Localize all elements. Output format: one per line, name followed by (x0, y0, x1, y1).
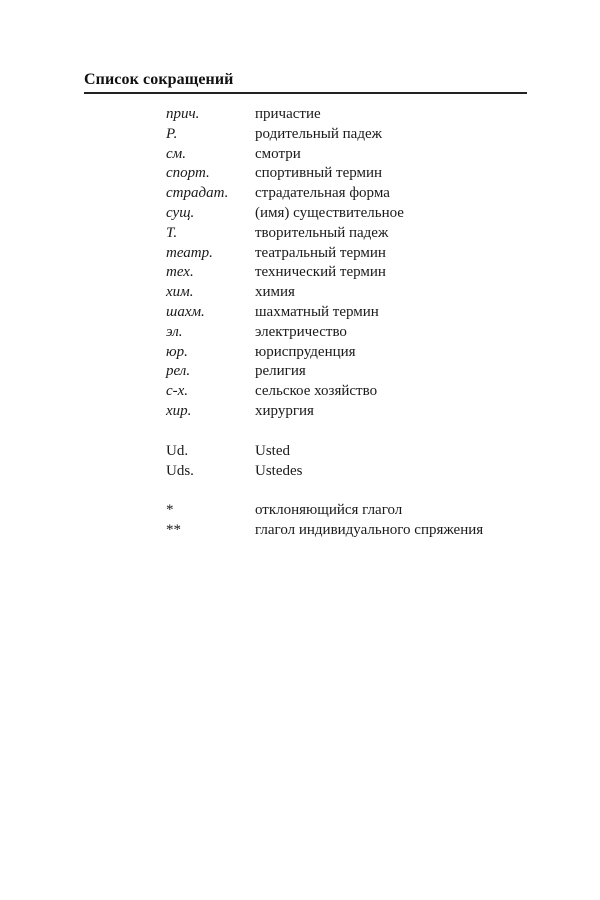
abbreviation: хир. (166, 402, 192, 419)
abbreviation: шахм. (166, 303, 205, 320)
list-item (166, 343, 566, 363)
abbreviation: Т. (166, 224, 178, 241)
list-item (166, 224, 566, 244)
abbreviation: тех. (166, 264, 194, 281)
abbreviation: Uds. (166, 462, 194, 479)
list-item (166, 145, 566, 165)
abbreviation-meaning: сельское хозяйство (255, 383, 378, 400)
abbreviation: юр. (166, 343, 188, 360)
abbreviation: Ud. (166, 442, 189, 459)
abbreviation-group-symbols (166, 501, 566, 541)
abbreviation: рел. (166, 363, 191, 380)
abbreviation: ** (166, 522, 181, 539)
abbreviation-meaning: отклоняющийся глагол (255, 502, 403, 519)
list-item (166, 303, 566, 323)
abbreviation-group-spanish (166, 442, 566, 482)
list-item (166, 462, 566, 482)
abbreviation-meaning: (имя) существительное (255, 204, 404, 221)
list-item (166, 382, 566, 402)
abbreviation-meaning: религия (255, 363, 306, 380)
abbreviation: эл. (166, 323, 183, 340)
list-item (166, 244, 566, 264)
abbreviation-meaning: театральный термин (255, 244, 386, 261)
abbreviation-meaning: спортивный термин (255, 165, 383, 182)
abbreviation: хим. (166, 284, 194, 301)
list-item (166, 125, 566, 145)
page-title: Список сокращений (84, 71, 234, 88)
abbreviation: Р. (166, 125, 178, 142)
list-item (166, 501, 566, 521)
abbreviation-meaning: технический термин (255, 264, 386, 281)
abbreviation-meaning: смотри (255, 145, 301, 162)
list-item (166, 105, 566, 125)
list-item (166, 164, 566, 184)
abbreviation: спорт. (166, 165, 210, 182)
abbreviation: театр. (166, 244, 213, 261)
abbreviation-meaning: причастие (255, 106, 321, 122)
list-item (166, 362, 566, 382)
abbreviation-meaning: шахматный термин (255, 303, 379, 320)
abbreviation-meaning: творительный падеж (255, 224, 389, 241)
list-item (166, 323, 566, 343)
abbreviation-meaning: Ustedes (255, 462, 303, 479)
list-item (166, 263, 566, 283)
list-item (166, 442, 566, 462)
abbreviation-meaning: электричество (255, 323, 347, 340)
list-item (166, 283, 566, 303)
abbreviation-meaning: хирургия (255, 402, 314, 419)
list-item (166, 521, 566, 541)
abbreviation: см. (166, 145, 186, 162)
abbreviation-meaning: Usted (255, 442, 290, 459)
abbreviation: с-х. (166, 383, 189, 400)
abbreviation: страдат. (166, 185, 229, 202)
abbreviation-group-russian (166, 105, 566, 422)
abbreviation: сущ. (166, 204, 195, 221)
abbreviation-list (166, 105, 566, 561)
abbreviation-meaning: родительный падеж (255, 125, 382, 142)
section-heading (84, 70, 527, 94)
list-item (166, 402, 566, 422)
abbreviation-meaning: юриспруденция (255, 343, 356, 360)
abbreviation: прич. (166, 106, 200, 122)
abbreviation-meaning: глагол индивидуального спряжения (255, 522, 484, 539)
abbreviation: * (166, 502, 174, 519)
list-item (166, 184, 566, 204)
abbreviation-meaning: химия (255, 284, 295, 301)
list-item (166, 204, 566, 224)
abbreviation-meaning: страдательная форма (255, 185, 390, 202)
